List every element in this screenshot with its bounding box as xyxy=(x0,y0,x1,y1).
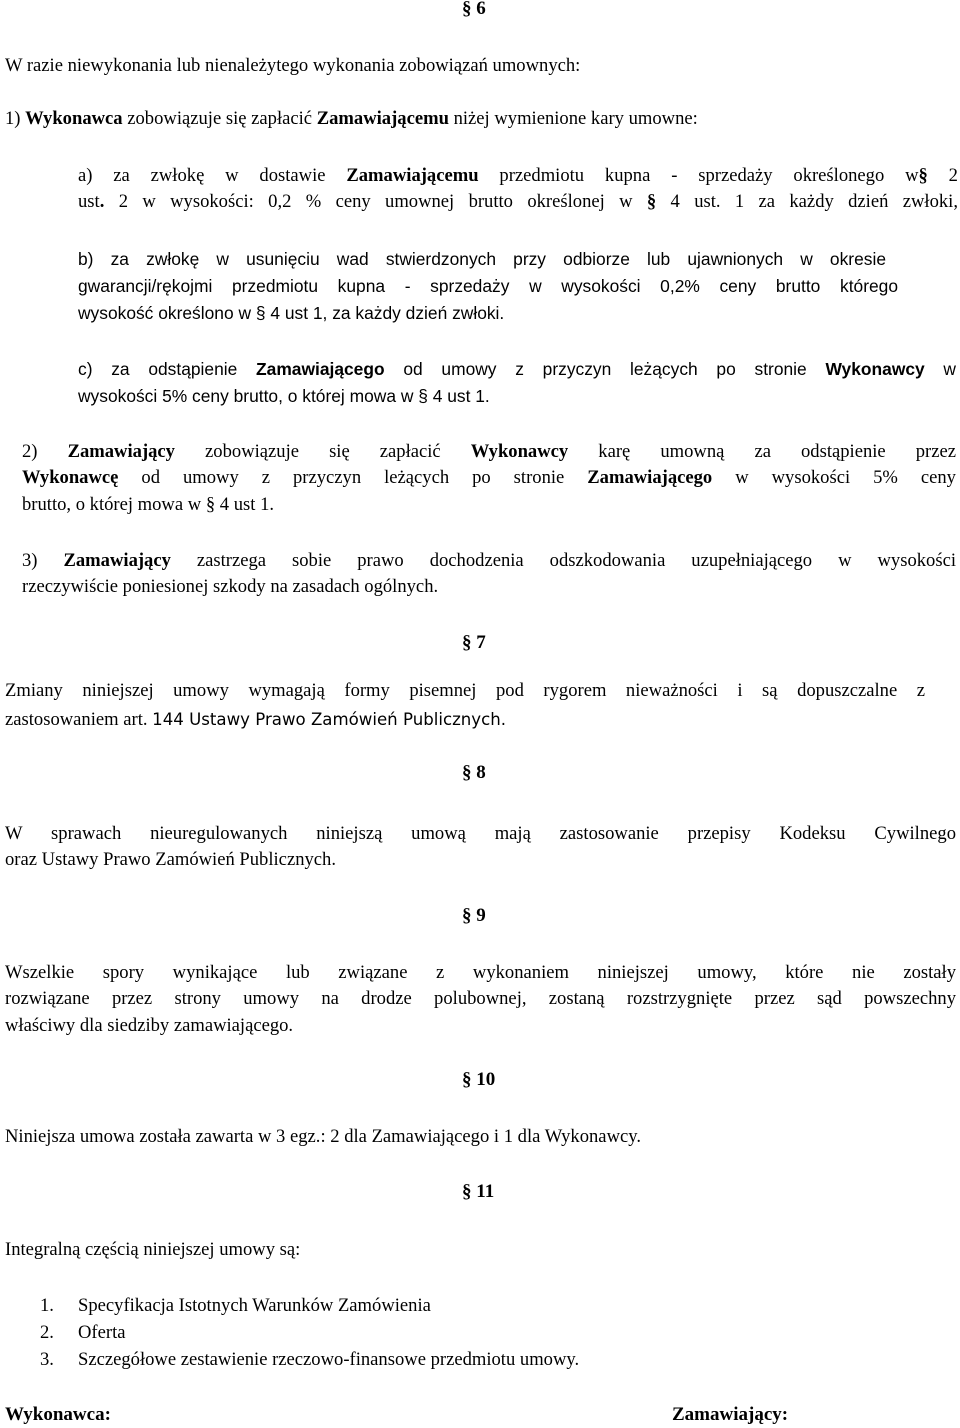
section-10-heading: § 10 xyxy=(462,1069,496,1090)
clause-2-line-3: brutto, o której mowa w § 4 ust 1. xyxy=(22,494,275,515)
section-7-line-1: Zmiany niniejszej umowy wymagają formy pisemnej pod rygorem nieważności i są dopuszczalne z xyxy=(5,680,925,701)
section-7-line-2: zastosowaniem art. 144 Ustawy Prawo Zamówień Publicznych. xyxy=(5,709,507,730)
signature-contractor: Wykonawca: xyxy=(5,1404,111,1425)
section-6-intro: W razie niewykonania lub nienależytego wykonania zobowiązań umownych: xyxy=(5,55,581,76)
clause-1c-line-1: c) za odstąpienie Zamawiającego od umowy z przyczyn leżących po stronie Wykonawcy w xyxy=(78,359,956,379)
clause-1b-line-3: wysokość określono w § 4 ust 1, za każdy dzień zwłoki. xyxy=(78,303,505,323)
section-11-intro: Integralną częścią niniejszej umowy są: xyxy=(5,1239,301,1260)
clause-2-line-1: 2) Zamawiający zobowiązuje się zapłacić Wykonawcy karę umowną za odstąpienie przez xyxy=(22,441,956,462)
section-11-heading: § 11 xyxy=(462,1181,495,1202)
clause-1a-line-2: ust. 2 w wysokości: 0,2 % ceny umownej brutto określonej w § 4 ust. 1 za każdy dzień zwłoki, xyxy=(78,191,958,212)
section-8-line-1: W sprawach nieuregulowanych niniejszą umową mają zastosowanie przepisy Kodeksu Cywilnego xyxy=(5,823,956,844)
list-item: 2. Oferta xyxy=(40,1322,126,1343)
clause-1c-line-2: wysokości 5% ceny brutto, o której mowa w § 4 ust 1. xyxy=(78,386,490,406)
clause-1: 1) Wykonawca zobowiązuje się zapłacić Zamawiającemu niżej wymienione kary umowne: xyxy=(5,108,698,129)
section-10-line-1: Niniejsza umowa została zawarta w 3 egz.: 2 dla Zamawiającego i 1 dla Wykonawcy. xyxy=(5,1126,641,1147)
section-9-line-3: właściwy dla siedziby zamawiającego. xyxy=(5,1015,294,1036)
clause-2-line-2: Wykonawcę od umowy z przyczyn leżących po stronie Zamawiającego w wysokości 5% ceny xyxy=(22,467,956,488)
list-item: 1. Specyfikacja Istotnych Warunków Zamówienia xyxy=(40,1295,431,1316)
section-6-heading: § 6 xyxy=(462,0,486,19)
clause-1b-line-1: b) za zwłokę w usunięciu wad stwierdzonych przy odbiorze lub ujawnionych w okresie xyxy=(78,249,886,269)
clause-1b-line-2: gwarancji/rękojmi przedmiotu kupna - sprzedaży w wysokości 0,2% ceny brutto którego xyxy=(78,276,898,296)
section-9-line-2: rozwiązane przez strony umowy na drodze polubownej, zostaną rozstrzygnięte przez sąd powszechny xyxy=(5,988,956,1009)
section-7-heading: § 7 xyxy=(462,632,486,653)
section-9-heading: § 9 xyxy=(462,905,486,926)
section-9-line-1: Wszelkie spory wynikające lub związane z wykonaniem niniejszej umowy, które nie zostały xyxy=(5,962,956,983)
clause-1a-line-1: a) za zwłokę w dostawie Zamawiającemu przedmiotu kupna - sprzedaży określonego w§ 2 xyxy=(78,165,958,186)
attachments-list xyxy=(40,1292,579,1373)
clause-3-line-2: rzeczywiście poniesionej szkody na zasadach ogólnych. xyxy=(22,576,439,597)
clause-3-line-1: 3) Zamawiający zastrzega sobie prawo dochodzenia odszkodowania uzupełniającego w wysokości xyxy=(22,550,956,571)
signature-ordering-party: Zamawiający: xyxy=(672,1404,789,1425)
section-8-heading: § 8 xyxy=(462,762,486,783)
list-item: 3. Szczegółowe zestawienie rzeczowo-finansowe przedmiotu umowy. xyxy=(40,1349,580,1370)
section-8-line-2: oraz Ustawy Prawo Zamówień Publicznych. xyxy=(5,849,336,870)
